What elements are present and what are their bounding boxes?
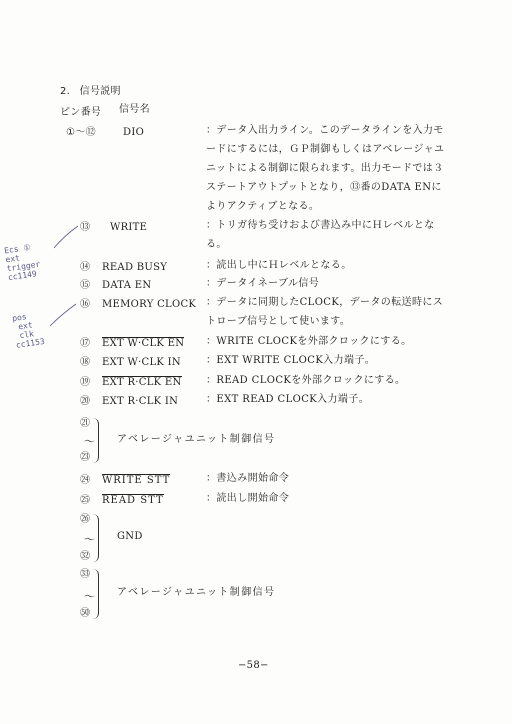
group-label: アベレージャユニット制御信号 <box>117 587 276 598</box>
signal-description: ：読出し中にＨレベルとなる。 <box>206 260 352 271</box>
section-heading <box>60 86 121 98</box>
pin-number: ㊿ <box>80 608 91 619</box>
pin-number: ⑳ <box>80 396 91 407</box>
section-number: 2. <box>60 86 71 97</box>
page-number: −58− <box>238 660 269 671</box>
signal-name: MEMORY CLOCK <box>102 299 197 310</box>
signal-description: ：データイネーブル信号 <box>206 278 320 289</box>
pin-number: ⑱ <box>80 357 91 368</box>
signal-name: READ BUSY <box>102 262 168 273</box>
brace <box>92 514 99 562</box>
signal-name: READ STT <box>102 495 164 506</box>
range-tilde: ～ <box>84 590 95 603</box>
pin-number: ㉔ <box>80 475 91 486</box>
range-tilde: ～ <box>84 533 95 546</box>
handwritten-note: Ecs ① ext trigger cc1149 <box>3 242 41 283</box>
pin-number: ㉓ <box>80 452 91 463</box>
signal-name: EXT R·CLK IN <box>102 396 179 407</box>
brace <box>92 569 99 619</box>
pin-number: ⑭ <box>80 262 91 273</box>
pin-number: ①〜⑫ <box>66 127 96 138</box>
pin-number: ⑯ <box>80 299 91 310</box>
pin-number: ㉑ <box>80 418 91 429</box>
signal-name: DIO <box>123 127 145 138</box>
pin-number: ㉝ <box>80 569 91 580</box>
signal-name: WRITE STT <box>102 475 171 486</box>
brace <box>92 418 99 463</box>
pen-stroke <box>52 222 82 252</box>
section-title: 信号説明 <box>79 86 121 97</box>
pin-number: ㉕ <box>80 495 91 506</box>
pen-stroke <box>48 300 80 330</box>
group-label: アベレージャユニット制御信号 <box>117 434 276 445</box>
signal-description: ：読出し開始命令 <box>206 493 290 504</box>
handwritten-note: pos ext clk cc1153 <box>11 312 46 350</box>
pin-number: ㉜ <box>80 551 91 562</box>
pin-number: ⑬ <box>80 222 91 233</box>
signal-description: ：データ入出力ライン。このデータラインを入力モードにするには，ＧＰ制御もしくはアベレージャユニットによる制御に限られます。出力モードでは３ステートアウトプットとなり，⑬番のDATA ENによりアクティブとなる。 <box>206 125 445 212</box>
pin-number: ㉖ <box>80 514 91 525</box>
pin-number: ⑮ <box>80 280 91 291</box>
column-header-name: 信号名 <box>119 104 150 115</box>
signal-name: EXT R·CLK EN <box>102 377 182 388</box>
signal-name: WRITE <box>110 222 148 233</box>
signal-description: ：EXT READ CLOCK入力端子。 <box>206 394 370 405</box>
signal-description: ：書込み開始命令 <box>206 473 290 484</box>
signal-description: ：データに同期したCLOCK，データの転送時にストローブ信号として使います。 <box>206 297 444 327</box>
pin-number: ⑰ <box>80 338 91 349</box>
signal-name: EXT W·CLK IN <box>102 357 181 368</box>
signal-description: ：EXT WRITE CLOCK入力端子。 <box>206 355 376 366</box>
column-header-pin: ピン番号 <box>60 107 102 118</box>
group-label: GND <box>117 531 143 542</box>
range-tilde: ～ <box>84 435 95 448</box>
signal-description: ：READ CLOCKを外部クロックにする。 <box>206 375 406 386</box>
signal-name: EXT W·CLK EN <box>102 338 185 349</box>
signal-name: DATA EN <box>102 280 152 291</box>
pin-number: ⑲ <box>80 377 91 388</box>
signal-description: ：トリガ待ち受けおよび書込み中にＨレベルとなる。 <box>206 220 435 250</box>
signal-description: ：WRITE CLOCKを外部クロックにする。 <box>206 336 412 347</box>
